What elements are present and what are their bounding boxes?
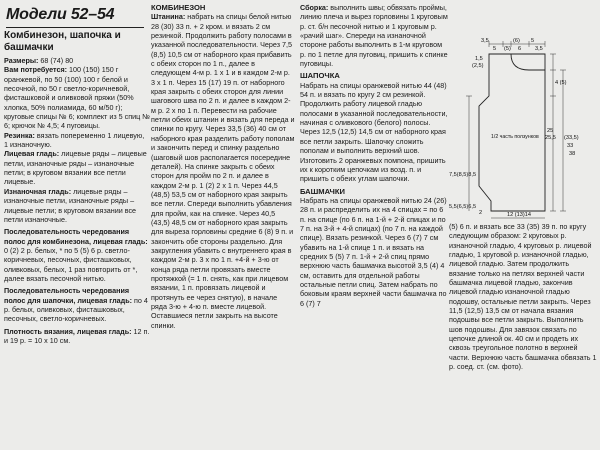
pattern-top-mid-2: (5) [504,46,511,52]
pattern-right-mark-6: 38 [569,151,576,157]
overall-heading: КОМБИНЕЗОН [151,3,206,12]
density-label: Плотность вязания, лицевая гладь: [4,326,132,336]
hat-text: Набрать на спицы оранжевой нитью 44 (48) 54 п. и вязать по кругу 2 см резинкой. Продолжить работу лицевой гладью полосами в указанной последовательности, начиная с оливкового (белого) полосы. Через 12,5 (12,5) 14,5 см от наборного края все петли закрыть. Шапочку сложить пополам и выполнить верхний шов. Изготовить 2 оранжевых помпона, пришить их к коротким цепочкам из возд. п. и пришить с обеих углам шапочки. [300,80,448,184]
assembly-paragraph [300,3,448,68]
pattern-right-mark-5: 33 [567,143,574,149]
shoes-text-continued: (5) 6 п. и вязать все 33 (35) 39 п. по кругу следующим образом: 2 круговых р. изнаночной гладью, 4 круговых р. лицевой гладью, 1 круговой р. изнаночной гладью, лицевой гладью. Затем продолжить вязание только на петлях верхней части башмачка лицевой гладью, закончив лицевой гладью изнаночной гладью подошву, остальные петли закрыть. Через 11,5 (12,5) 13,5 см от начала вязания подошвы все петли закрыть. Выполнить шов подошвы. Для завязок связать по цепочке длиной ок. 40 см и продеть их сквозь треугольное полотно в верхней части. Верхнюю часть башмачка обвязать 1 р. соед. ст. (см. фото). [449,222,597,372]
stockinette-paragraph [4,149,150,186]
legs-paragraph [151,12,295,330]
shoes-heading: БАШМАЧКИ [300,186,345,196]
density-paragraph [4,327,150,346]
pattern-left-mark: 7,5(8,5)8,5 [449,172,477,178]
pattern-center-label: 1/2 часть ползунков [491,134,539,140]
column-overall [151,3,295,330]
subtitle: Комбинезон, шапочка и башмачки [4,30,121,53]
pattern-right-mark-2: 25 [547,128,554,134]
sizes-paragraph [4,56,150,65]
pattern-left-top-2: (2,5) [472,63,484,69]
pattern-left-top-1: 1,5 [475,56,483,62]
stripe-sequence-overall [4,227,150,283]
pattern-bottom-label: 12 (13)14 [507,212,531,218]
materials-label: Вам потребуется: [4,65,68,75]
sizes-label: Размеры: [4,56,39,65]
pattern-right-mark-4: (33,5) [564,135,579,141]
stockinette-label: Лицевая гладь: [4,149,60,159]
rib-text: вязать попеременно 1 лицевую, 1 изнаночную. [4,130,145,150]
pattern-bottom-left: 5,5(6,5)6,5 [449,204,477,210]
rib-label: Резинка: [4,130,35,140]
neck-curve [511,54,545,70]
pattern-top-mid-1: 5 [493,46,497,52]
reverse-label: Изнаночная гладь: [4,186,72,196]
pattern-outline [479,54,545,211]
pattern-right-mark-1: 4 (5) [555,80,567,86]
legs-text: набрать на спицы белой нитью 28 (30) 33 п. + 2 кром. и вязать 2 см резинкой. Продолжить работу полосами в указанной последовательности. Через 7,5 (8,5) 10,5 см от наборного края прибавить с обеих сторон по 1 п., далее в следующем 4-м р. 1 х 1 и в каждом 2-м р. 3 х 1 п. Через 15 (17) 19 п. от наборного края закрыть с обеих сторон для линии шагового шва по 2 п. и далее в каждом 2-м р. 2 х по 1 п. Перевести на рабочие петли обеих штанин и вязать для переда и спинки по кругу. Через 33,5 (36) 40 см от наборного края разделить работу пополам и закончить перед и спинку раздельно (шаговый шов располагается посередине деталей). На спинке закрыть с обеих сторон для пройм по 2 п. и далее в каждом 2-м р. 1 (2) 2 х 1 п. Через 44,5 (48,5) 53,5 см от наборного края закрыть все петли. Спереди выполнить убавления для пройм, как на спинке. Через 40,5 (43,5) 48,5 см от наборного края закрыть для выреза горловины средние 6 (8) 9 п. и закончить обе стороны раздельно. Для закругления убавить с внутреннего края в каждом 2-м р. 3 х по 1 п. +4-й + 3-ю от конца ряда петли провязать вместе протяжкой (= 1 п. снять, как при лицевом вязании, 1 п. провязать лицевой и протянуть ее через снятую), в начале ряда 3-ю + 4-ю п. вместе лицевой. Оставшиеся петли закрыть на высоте спинки. [151,12,295,330]
stripe-sequence-hat [4,286,150,323]
hat-heading: ШАПОЧКА [300,71,340,81]
rib-paragraph [4,131,150,150]
pattern-right-mark-3: 25,5 [545,135,556,141]
materials-text: 100 (150) 150 г оранжевой, по 50 (100) 100 г белой и песочной, по 50 г светло-коричневой, фисташковой и оливковой пряжи (50% хлопка, 50% полиамида, 60 м/50 г); круговые спицы № 6; комплект из 5 спиц № 6; крючок № 4,5; 4 пуговицы. [4,65,150,131]
assembly-label: Сборка: [300,3,329,12]
stripe-sequence-overall-text: 0 (2) 2 р. белых, * по 5 (5) 6 р. светло-коричневых, песочных, фисташковых, оливковых, белых, 1 раз повторить от *, далее вязать песочной нитью. [4,245,138,283]
reverse-paragraph [4,187,150,224]
sizes-value: 68 (74) 80 [38,56,74,65]
stripe-sequence-overall-label: Последовательность чередования полос для комбинезона, лицевая гладь: [4,227,148,246]
stripe-sequence-hat-label: Последовательность чередования полос для шапочки, лицевая гладь: [4,286,133,305]
pattern-top-mid-3: 6 [518,46,522,52]
pattern-top-right-3: 3,5 [535,46,543,52]
stripe-sequence-hat-text: по 4 р. белых, оливковых, фисташковых, песочных, светло-коричневых. [4,295,148,324]
legs-label: Штанина: [151,12,186,22]
page-title: Модели 52–54 [6,6,115,23]
pattern-top-right-1: (6) [513,38,520,44]
pattern-top-right-2: 5 [531,38,535,44]
materials-paragraph [4,65,150,130]
pattern-diagram [449,36,597,221]
reverse-text: лицевые ряды – изнаночные петли, изнаночные ряды – лицевые петли; в круговом вязании все петли изнаночные. [4,186,137,224]
pattern-top-left: 3,5 [481,38,489,44]
title-underline [6,27,144,28]
column-materials [4,30,150,345]
assembly-text: выполнить швы; обвязать проймы, линию плеча и вырез горловины 1 круговым р. ст. б/н песочной нитью и 1 круговым р. «рачий шаг». Спереди на изнаночной стороне работы выполнить в 1-м круговом р. по 1 петле для пуговиц, пришить к спинке пуговицы. [300,3,448,69]
column-hat-shoes [300,3,448,308]
stockinette-text: лицевые ряды – лицевые петли, изнаночные ряды – изнаночные петли; в круговом вязании все петли лицевые. [4,149,147,187]
density-text: 12 п. и 19 р. = 10 х 10 см. [4,326,150,345]
column-shoes-continued [449,222,597,372]
pattern-bottom-small: 2 [479,210,483,216]
shoes-text: Набрать на спицы оранжевой нитью 24 (26) 28 п. и распределить их на 4 спицах = по 6 п. на спице (по 6 п. на 1-й + 2-й спицах и по 7 п. на 3-й + 4-й спицах) (по 7 п. на каждой спице). Вязать резинкой. Через 6 (7) 7 см убавить на 1-й спице 1 п. и вязать на средних 5 (5) 7 п. 1-й + 2-й спиц прямо верхнюю часть башмачка высотой 3,5 (4) 4 см, оставить для отдельной работы остальные петли спиц. Затем набрать по боковым краям верхней части башмачка по 6 (7) 7 [300,195,447,308]
